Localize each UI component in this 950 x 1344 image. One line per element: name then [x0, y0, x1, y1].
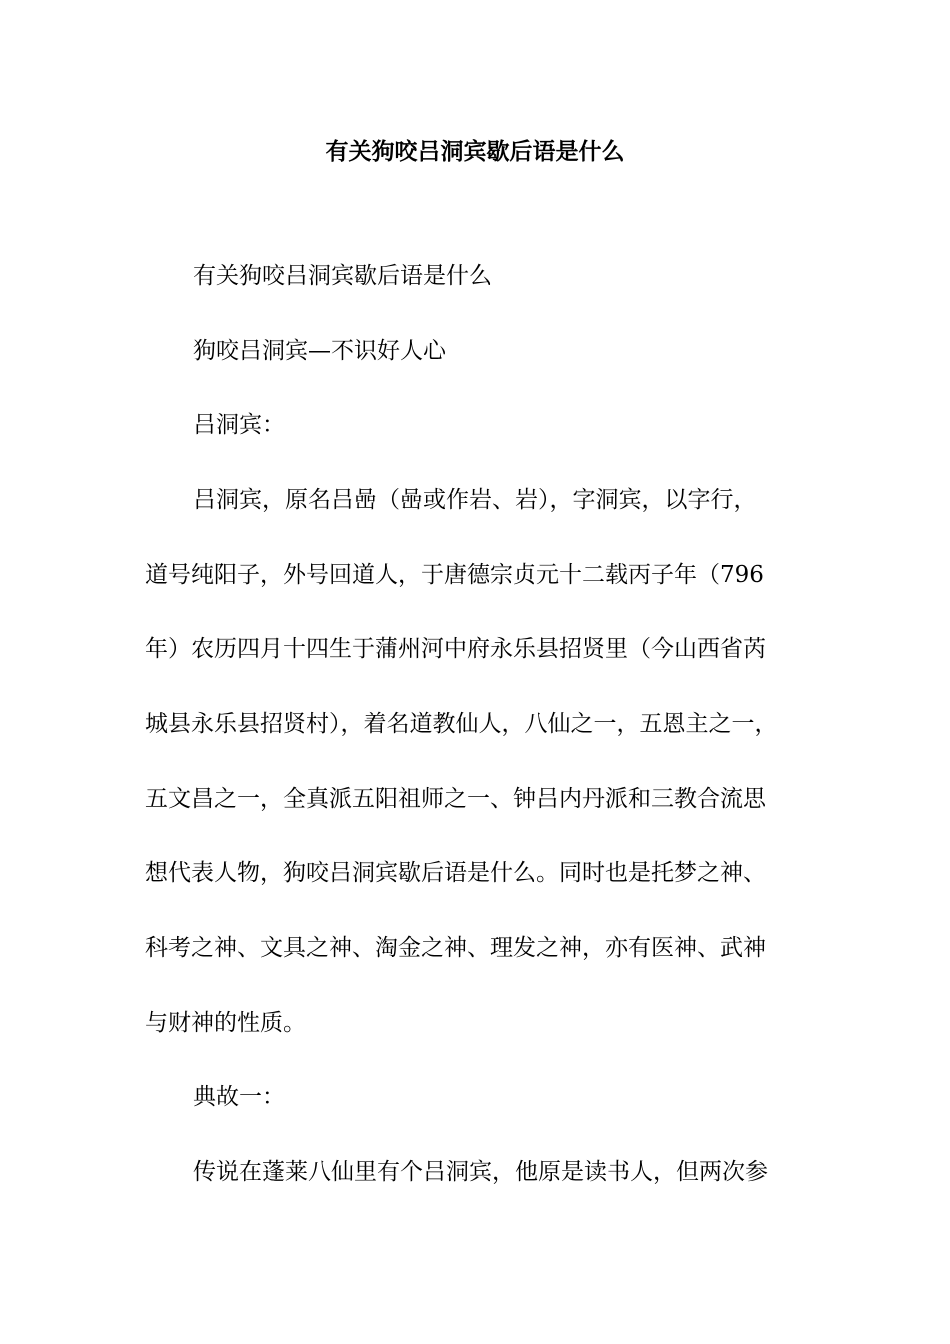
paragraph-line: 五文昌之一，全真派五阳祖师之一、钟吕内丹派和三教合流思 — [145, 786, 766, 812]
paragraph-line: 吕洞宾： — [193, 412, 285, 438]
paragraph-line: 城县永乐县招贤村），着名道教仙人，八仙之一，五恩主之一， — [145, 711, 778, 737]
paragraph-line: 传说在蓬莱八仙里有个吕洞宾，他原是读书人，但两次参 — [193, 1159, 768, 1185]
paragraph-line: 与财神的性质。 — [145, 1010, 306, 1036]
paragraph-line: 想代表人物，狗咬吕洞宾歇后语是什么。同时也是托梦之神、 — [145, 860, 766, 886]
paragraph-line: 科考之神、文具之神、淘金之神、理发之神，亦有医神、武神 — [145, 935, 766, 961]
document-title: 有关狗咬吕洞宾歇后语是什么 — [325, 139, 625, 165]
paragraph-line: 年）农历四月十四生于蒲州河中府永乐县招贤里（今山西省芮 — [145, 636, 766, 662]
paragraph-line: 狗咬吕洞宾—不识好人心 — [193, 338, 446, 364]
paragraph-line: 道号纯阳子，外号回道人，于唐德宗贞元十二载丙子年（796 — [145, 562, 764, 588]
paragraph-line: 有关狗咬吕洞宾歇后语是什么 — [193, 263, 492, 289]
paragraph-line: 典故一： — [193, 1084, 285, 1110]
paragraph-line: 吕洞宾，原名吕喦（喦或作岩、岩），字洞宾，以字行， — [193, 487, 757, 513]
